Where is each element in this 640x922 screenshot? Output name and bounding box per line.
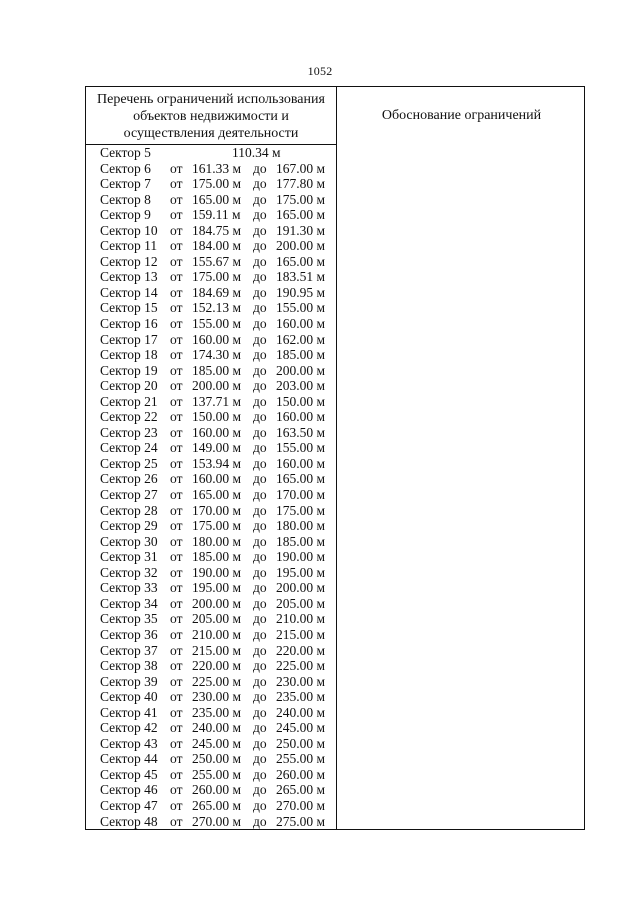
height-max: 275.00 м xyxy=(276,813,326,829)
table-row xyxy=(86,347,336,363)
to-word: до xyxy=(253,269,267,285)
sector-label: Сектор 40 xyxy=(100,689,158,705)
to-word: до xyxy=(253,549,267,565)
height-min: 170.00 м xyxy=(192,502,242,518)
height-max: 167.00 м xyxy=(276,160,326,176)
height-min: 174.30 м xyxy=(192,347,242,363)
to-word: до xyxy=(253,689,267,705)
table-row xyxy=(86,689,336,705)
table-row xyxy=(86,611,336,627)
sector-label: Сектор 8 xyxy=(100,191,151,207)
from-word: от xyxy=(170,207,183,223)
from-word: от xyxy=(170,549,183,565)
table-row xyxy=(86,332,336,348)
from-word: от xyxy=(170,331,183,347)
to-word: до xyxy=(253,813,267,829)
sector-rows xyxy=(86,145,336,829)
height-max: 205.00 м xyxy=(276,595,326,611)
height-max: 170.00 м xyxy=(276,487,326,503)
table-row xyxy=(86,534,336,550)
sector-label: Сектор 12 xyxy=(100,253,158,269)
table-row xyxy=(86,161,336,177)
to-word: до xyxy=(253,222,267,238)
sector-label: Сектор 16 xyxy=(100,316,158,332)
sector-label: Сектор 14 xyxy=(100,284,158,300)
to-word: до xyxy=(253,658,267,674)
sector-label: Сектор 24 xyxy=(100,440,158,456)
from-word: от xyxy=(170,284,183,300)
table-row xyxy=(86,300,336,316)
to-word: до xyxy=(253,409,267,425)
from-word: от xyxy=(170,642,183,658)
height-max: 177.80 м xyxy=(276,176,326,192)
from-word: от xyxy=(170,269,183,285)
table-row xyxy=(86,254,336,270)
sector-label: Сектор 23 xyxy=(100,424,158,440)
sector-label: Сектор 45 xyxy=(100,766,158,782)
height-max: 200.00 м xyxy=(276,580,326,596)
sector-label: Сектор 31 xyxy=(100,549,158,565)
to-word: до xyxy=(253,316,267,332)
sector-label: Сектор 21 xyxy=(100,393,158,409)
to-word: до xyxy=(253,611,267,627)
sector-label: Сектор 26 xyxy=(100,471,158,487)
height-min: 184.75 м xyxy=(192,222,242,238)
height-max: 235.00 м xyxy=(276,689,326,705)
sector-label: Сектор 36 xyxy=(100,626,158,642)
from-word: от xyxy=(170,564,183,580)
table-row xyxy=(86,643,336,659)
height-min: 260.00 м xyxy=(192,782,242,798)
sector-label: Сектор 48 xyxy=(100,813,158,829)
to-word: до xyxy=(253,595,267,611)
to-word: до xyxy=(253,533,267,549)
from-word: от xyxy=(170,626,183,642)
height-min: 225.00 м xyxy=(192,673,242,689)
table-row xyxy=(86,751,336,767)
height-min: 190.00 м xyxy=(192,564,242,580)
to-word: до xyxy=(253,238,267,254)
from-word: от xyxy=(170,487,183,503)
from-word: от xyxy=(170,782,183,798)
from-word: от xyxy=(170,176,183,192)
table-row xyxy=(86,487,336,503)
height-max: 190.00 м xyxy=(276,549,326,565)
from-word: от xyxy=(170,424,183,440)
from-word: от xyxy=(170,813,183,829)
height-max: 163.50 м xyxy=(276,424,326,440)
height-max: 155.00 м xyxy=(276,300,326,316)
height-min: 160.00 м xyxy=(192,471,242,487)
height-max: 190.95 м xyxy=(276,284,326,300)
from-word: от xyxy=(170,502,183,518)
height-min: 205.00 м xyxy=(192,611,242,627)
sector-label: Сектор 35 xyxy=(100,611,158,627)
height-min: 155.00 м xyxy=(192,316,242,332)
height-max: 183.51 м xyxy=(276,269,326,285)
height-min: 200.00 м xyxy=(192,595,242,611)
header-justification: Обоснование ограничений xyxy=(381,108,542,123)
sector-label: Сектор 27 xyxy=(100,487,158,503)
table-row xyxy=(86,316,336,332)
column-divider xyxy=(336,87,337,829)
height-min: 220.00 м xyxy=(192,658,242,674)
sector-label: Сектор 5 xyxy=(100,145,151,160)
height-min: 150.00 м xyxy=(192,409,242,425)
table-row xyxy=(86,285,336,301)
to-word: до xyxy=(253,378,267,394)
from-word: от xyxy=(170,518,183,534)
to-word: до xyxy=(253,720,267,736)
table-row xyxy=(86,409,336,425)
table-row xyxy=(86,238,336,254)
to-word: до xyxy=(253,300,267,316)
to-word: до xyxy=(253,207,267,223)
height-min: 175.00 м xyxy=(192,269,242,285)
to-word: до xyxy=(253,176,267,192)
sector-label: Сектор 19 xyxy=(100,362,158,378)
sector-label: Сектор 18 xyxy=(100,347,158,363)
height-max: 185.00 м xyxy=(276,533,326,549)
sector-label: Сектор 34 xyxy=(100,595,158,611)
sector-label: Сектор 39 xyxy=(100,673,158,689)
to-word: до xyxy=(253,766,267,782)
height-max: 255.00 м xyxy=(276,751,326,767)
to-word: до xyxy=(253,704,267,720)
sector-label: Сектор 28 xyxy=(100,502,158,518)
sector-label: Сектор 43 xyxy=(100,735,158,751)
height-max: 180.00 м xyxy=(276,518,326,534)
height-max: 260.00 м xyxy=(276,766,326,782)
header-line: объектов недвижимости и xyxy=(133,109,289,124)
sector-label: Сектор 44 xyxy=(100,751,158,767)
from-word: от xyxy=(170,673,183,689)
height-min: 200.00 м xyxy=(192,378,242,394)
sector-label: Сектор 15 xyxy=(100,300,158,316)
table-row xyxy=(86,767,336,783)
sector-label: Сектор 9 xyxy=(100,207,151,223)
to-word: до xyxy=(253,502,267,518)
height-min: 210.00 м xyxy=(192,626,242,642)
sector-label: Сектор 41 xyxy=(100,704,158,720)
height-value: 110.34 м xyxy=(232,145,281,160)
height-min: 245.00 м xyxy=(192,735,242,751)
from-word: от xyxy=(170,222,183,238)
table-row xyxy=(86,425,336,441)
from-word: от xyxy=(170,455,183,471)
table-row xyxy=(86,736,336,752)
height-min: 185.00 м xyxy=(192,549,242,565)
height-min: 240.00 м xyxy=(192,720,242,736)
height-max: 220.00 м xyxy=(276,642,326,658)
from-word: от xyxy=(170,378,183,394)
table-row xyxy=(86,223,336,239)
height-min: 180.00 м xyxy=(192,533,242,549)
sector-label: Сектор 29 xyxy=(100,518,158,534)
height-min: 184.00 м xyxy=(192,238,242,254)
to-word: до xyxy=(253,797,267,813)
height-min: 159.11 м xyxy=(192,207,241,223)
from-word: от xyxy=(170,471,183,487)
from-word: от xyxy=(170,362,183,378)
sector-label: Сектор 20 xyxy=(100,378,158,394)
from-word: от xyxy=(170,238,183,254)
height-max: 185.00 м xyxy=(276,347,326,363)
height-min: 160.00 м xyxy=(192,331,242,347)
height-max: 165.00 м xyxy=(276,253,326,269)
sector-label: Сектор 47 xyxy=(100,797,158,813)
table-row xyxy=(86,176,336,192)
height-max: 250.00 м xyxy=(276,735,326,751)
sector-label: Сектор 17 xyxy=(100,331,158,347)
table-row xyxy=(86,503,336,519)
to-word: до xyxy=(253,362,267,378)
table-row xyxy=(86,145,336,161)
from-word: от xyxy=(170,253,183,269)
height-min: 265.00 м xyxy=(192,797,242,813)
to-word: до xyxy=(253,440,267,456)
height-max: 200.00 м xyxy=(276,362,326,378)
from-word: от xyxy=(170,533,183,549)
height-max: 160.00 м xyxy=(276,455,326,471)
table-row xyxy=(86,720,336,736)
table-row xyxy=(86,207,336,223)
height-min: 165.00 м xyxy=(192,191,242,207)
height-max: 270.00 м xyxy=(276,797,326,813)
height-min: 149.00 м xyxy=(192,440,242,456)
height-max: 210.00 м xyxy=(276,611,326,627)
sector-label: Сектор 25 xyxy=(100,455,158,471)
to-word: до xyxy=(253,782,267,798)
table-row xyxy=(86,471,336,487)
from-word: от xyxy=(170,393,183,409)
table-row xyxy=(86,705,336,721)
height-min: 155.67 м xyxy=(192,253,242,269)
table-row xyxy=(86,269,336,285)
table-row xyxy=(86,565,336,581)
height-min: 175.00 м xyxy=(192,518,242,534)
height-max: 175.00 м xyxy=(276,191,326,207)
to-word: до xyxy=(253,331,267,347)
from-word: от xyxy=(170,689,183,705)
from-word: от xyxy=(170,766,183,782)
to-word: до xyxy=(253,673,267,689)
sector-label: Сектор 11 xyxy=(100,238,158,254)
from-word: от xyxy=(170,347,183,363)
table-row xyxy=(86,394,336,410)
from-word: от xyxy=(170,409,183,425)
header-line: Перечень ограничений использования xyxy=(97,92,325,107)
table-row xyxy=(86,378,336,394)
height-max: 195.00 м xyxy=(276,564,326,580)
sector-label: Сектор 22 xyxy=(100,409,158,425)
to-word: до xyxy=(253,424,267,440)
sector-label: Сектор 33 xyxy=(100,580,158,596)
height-min: 153.94 м xyxy=(192,455,242,471)
table-row xyxy=(86,674,336,690)
from-word: от xyxy=(170,440,183,456)
from-word: от xyxy=(170,704,183,720)
height-max: 230.00 м xyxy=(276,673,326,689)
table-row xyxy=(86,814,336,830)
from-word: от xyxy=(170,191,183,207)
from-word: от xyxy=(170,720,183,736)
to-word: до xyxy=(253,564,267,580)
sector-label: Сектор 37 xyxy=(100,642,158,658)
from-word: от xyxy=(170,735,183,751)
sector-label: Сектор 10 xyxy=(100,222,158,238)
height-min: 255.00 м xyxy=(192,766,242,782)
height-max: 150.00 м xyxy=(276,393,326,409)
from-word: от xyxy=(170,751,183,767)
from-word: от xyxy=(170,611,183,627)
to-word: до xyxy=(253,626,267,642)
height-min: 250.00 м xyxy=(192,751,242,767)
table-row xyxy=(86,363,336,379)
height-max: 191.30 м xyxy=(276,222,326,238)
from-word: от xyxy=(170,300,183,316)
height-max: 265.00 м xyxy=(276,782,326,798)
height-max: 160.00 м xyxy=(276,316,326,332)
sector-label: Сектор 6 xyxy=(100,160,151,176)
height-min: 152.13 м xyxy=(192,300,242,316)
restrictions-table xyxy=(85,86,585,830)
from-word: от xyxy=(170,658,183,674)
to-word: до xyxy=(253,393,267,409)
table-row xyxy=(86,658,336,674)
height-max: 245.00 м xyxy=(276,720,326,736)
to-word: до xyxy=(253,347,267,363)
from-word: от xyxy=(170,316,183,332)
height-min: 137.71 м xyxy=(192,393,242,409)
sector-label: Сектор 13 xyxy=(100,269,158,285)
height-min: 165.00 м xyxy=(192,487,242,503)
height-min: 230.00 м xyxy=(192,689,242,705)
table-row xyxy=(86,782,336,798)
to-word: до xyxy=(253,284,267,300)
height-max: 162.00 м xyxy=(276,331,326,347)
to-word: до xyxy=(253,253,267,269)
to-word: до xyxy=(253,471,267,487)
to-word: до xyxy=(253,580,267,596)
table-row xyxy=(86,440,336,456)
sector-label: Сектор 32 xyxy=(100,564,158,580)
to-word: до xyxy=(253,487,267,503)
table-row xyxy=(86,596,336,612)
table-row xyxy=(86,798,336,814)
to-word: до xyxy=(253,735,267,751)
sector-label: Сектор 30 xyxy=(100,533,158,549)
to-word: до xyxy=(253,751,267,767)
height-max: 203.00 м xyxy=(276,378,326,394)
height-max: 160.00 м xyxy=(276,409,326,425)
sector-label: Сектор 7 xyxy=(100,176,151,192)
to-word: до xyxy=(253,518,267,534)
table-row xyxy=(86,518,336,534)
header-line: осуществления деятельности xyxy=(123,126,299,141)
height-max: 215.00 м xyxy=(276,626,326,642)
to-word: до xyxy=(253,191,267,207)
height-max: 240.00 м xyxy=(276,704,326,720)
height-max: 200.00 м xyxy=(276,238,326,254)
height-min: 270.00 м xyxy=(192,813,242,829)
height-max: 225.00 м xyxy=(276,658,326,674)
height-min: 161.33 м xyxy=(192,160,242,176)
from-word: от xyxy=(170,595,183,611)
height-min: 195.00 м xyxy=(192,580,242,596)
table-row xyxy=(86,627,336,643)
table-row xyxy=(86,549,336,565)
to-word: до xyxy=(253,455,267,471)
page-number: 1052 xyxy=(307,64,333,78)
sector-label: Сектор 42 xyxy=(100,720,158,736)
header-restrictions-list xyxy=(86,91,336,142)
table-row xyxy=(86,192,336,208)
height-min: 160.00 м xyxy=(192,424,242,440)
height-min: 185.00 м xyxy=(192,362,242,378)
height-max: 165.00 м xyxy=(276,207,326,223)
to-word: до xyxy=(253,160,267,176)
from-word: от xyxy=(170,160,183,176)
sector-label: Сектор 38 xyxy=(100,658,158,674)
height-min: 235.00 м xyxy=(192,704,242,720)
table-row xyxy=(86,580,336,596)
height-max: 175.00 м xyxy=(276,502,326,518)
table-row xyxy=(86,456,336,472)
height-max: 165.00 м xyxy=(276,471,326,487)
height-min: 215.00 м xyxy=(192,642,242,658)
to-word: до xyxy=(253,642,267,658)
from-word: от xyxy=(170,580,183,596)
height-min: 184.69 м xyxy=(192,284,242,300)
height-max: 155.00 м xyxy=(276,440,326,456)
height-min: 175.00 м xyxy=(192,176,242,192)
sector-label: Сектор 46 xyxy=(100,782,158,798)
from-word: от xyxy=(170,797,183,813)
